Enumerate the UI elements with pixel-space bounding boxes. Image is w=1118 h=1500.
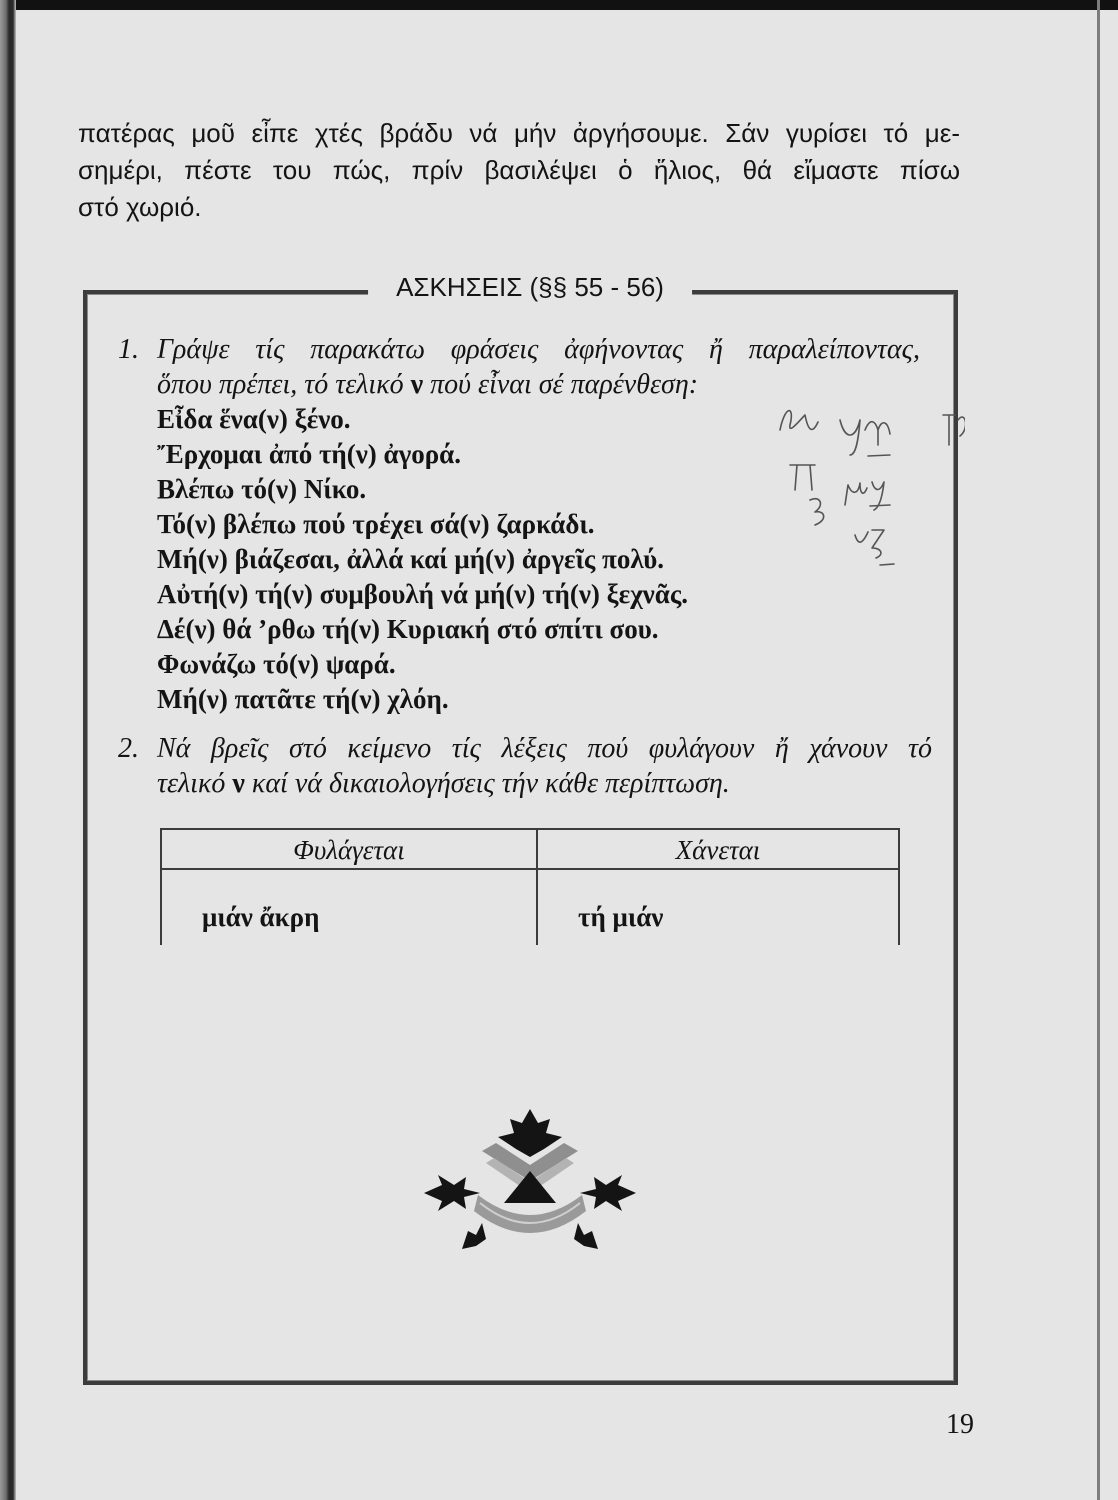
floral-ornament-icon (420, 1105, 640, 1255)
intro-line: σημέρι, πέστε του πώς, πρίν βασιλέψει ὁ ἥλιος, θά εἴμαστε πίσω (78, 155, 960, 185)
instruction-text: καί νά δικαιολογήσεις τήν κάθε περίπτωση. (244, 768, 730, 799)
scan-top-edge (0, 0, 1118, 10)
exercise-phrase: Μή(ν) βιάζεσαι, ἀλλά καί μή(ν) ἀργεῖς πολύ. (157, 544, 664, 574)
kept-lost-table (160, 828, 900, 945)
final-nu-letter: ν (410, 369, 424, 400)
exercise-phrase: Δέ(ν) θά ’ρθω τή(ν) Κυριακή στό σπίτι σου. (157, 614, 659, 644)
exercise-phrase: Βλέπω τό(ν) Νίκο. (157, 474, 367, 504)
final-nu-letter: ν (232, 768, 245, 799)
table-header-kept: Φυλάγεται (162, 830, 538, 870)
intro-line: πατέρας μοῦ εἶπε χτές βράδυ νά μήν ἀργήσουμε. Σάν γυρίσει τό με- (78, 118, 960, 148)
exercise-1-instruction (157, 367, 698, 402)
page-number: 19 (946, 1409, 974, 1440)
instruction-text: πού εἶναι σέ παρένθεση: (423, 369, 699, 400)
exercise-phrase: Εἶδα ἕνα(ν) ξένο. (157, 404, 351, 434)
exercise-2-instruction (157, 766, 730, 801)
exercise-1-instruction: Γράψε τίς παρακάτω φράσεις ἀφήνοντας ἤ παραλείποντας, (157, 334, 920, 365)
table-header-lost: Χάνεται (538, 830, 898, 870)
pencil-notes-icon (760, 400, 965, 575)
exercise-phrase: Αὐτή(ν) τή(ν) συμβουλή νά μή(ν) τή(ν) ξεχνᾶς. (157, 579, 688, 609)
exercise-phrase: Ἔρχομαι ἀπό τή(ν) ἀγορά. (157, 439, 462, 469)
exercise-phrase: Φωνάζω τό(ν) ψαρά. (157, 649, 396, 679)
intro-line: στό χωριό. (78, 192, 202, 222)
table-cell: τή μιάν (578, 902, 664, 932)
scan-left-edge (0, 0, 16, 1500)
table-cell: μιάν ἄκρη (162, 870, 538, 945)
exercise-phrase: Τό(ν) βλέπω πού τρέχει σά(ν) ζαρκάδι. (157, 509, 595, 539)
exercise-2-number: 2. (118, 733, 139, 764)
exercise-2-instruction: Νά βρεῖς στό κείμενο τίς λέξεις πού φυλάγουν ἤ χάνουν τό (157, 733, 932, 764)
scan-right-edge (1097, 0, 1100, 1500)
exercise-phrase: Μή(ν) πατᾶτε τή(ν) χλόη. (157, 684, 449, 714)
instruction-text: ὅπου πρέπει, τό τελικό (157, 369, 411, 400)
exercises-heading: ΑΣΚΗΣΕΙΣ (§§ 55 - 56) (368, 269, 692, 305)
exercise-1-number: 1. (118, 334, 139, 365)
instruction-text: τελικό (157, 768, 233, 799)
